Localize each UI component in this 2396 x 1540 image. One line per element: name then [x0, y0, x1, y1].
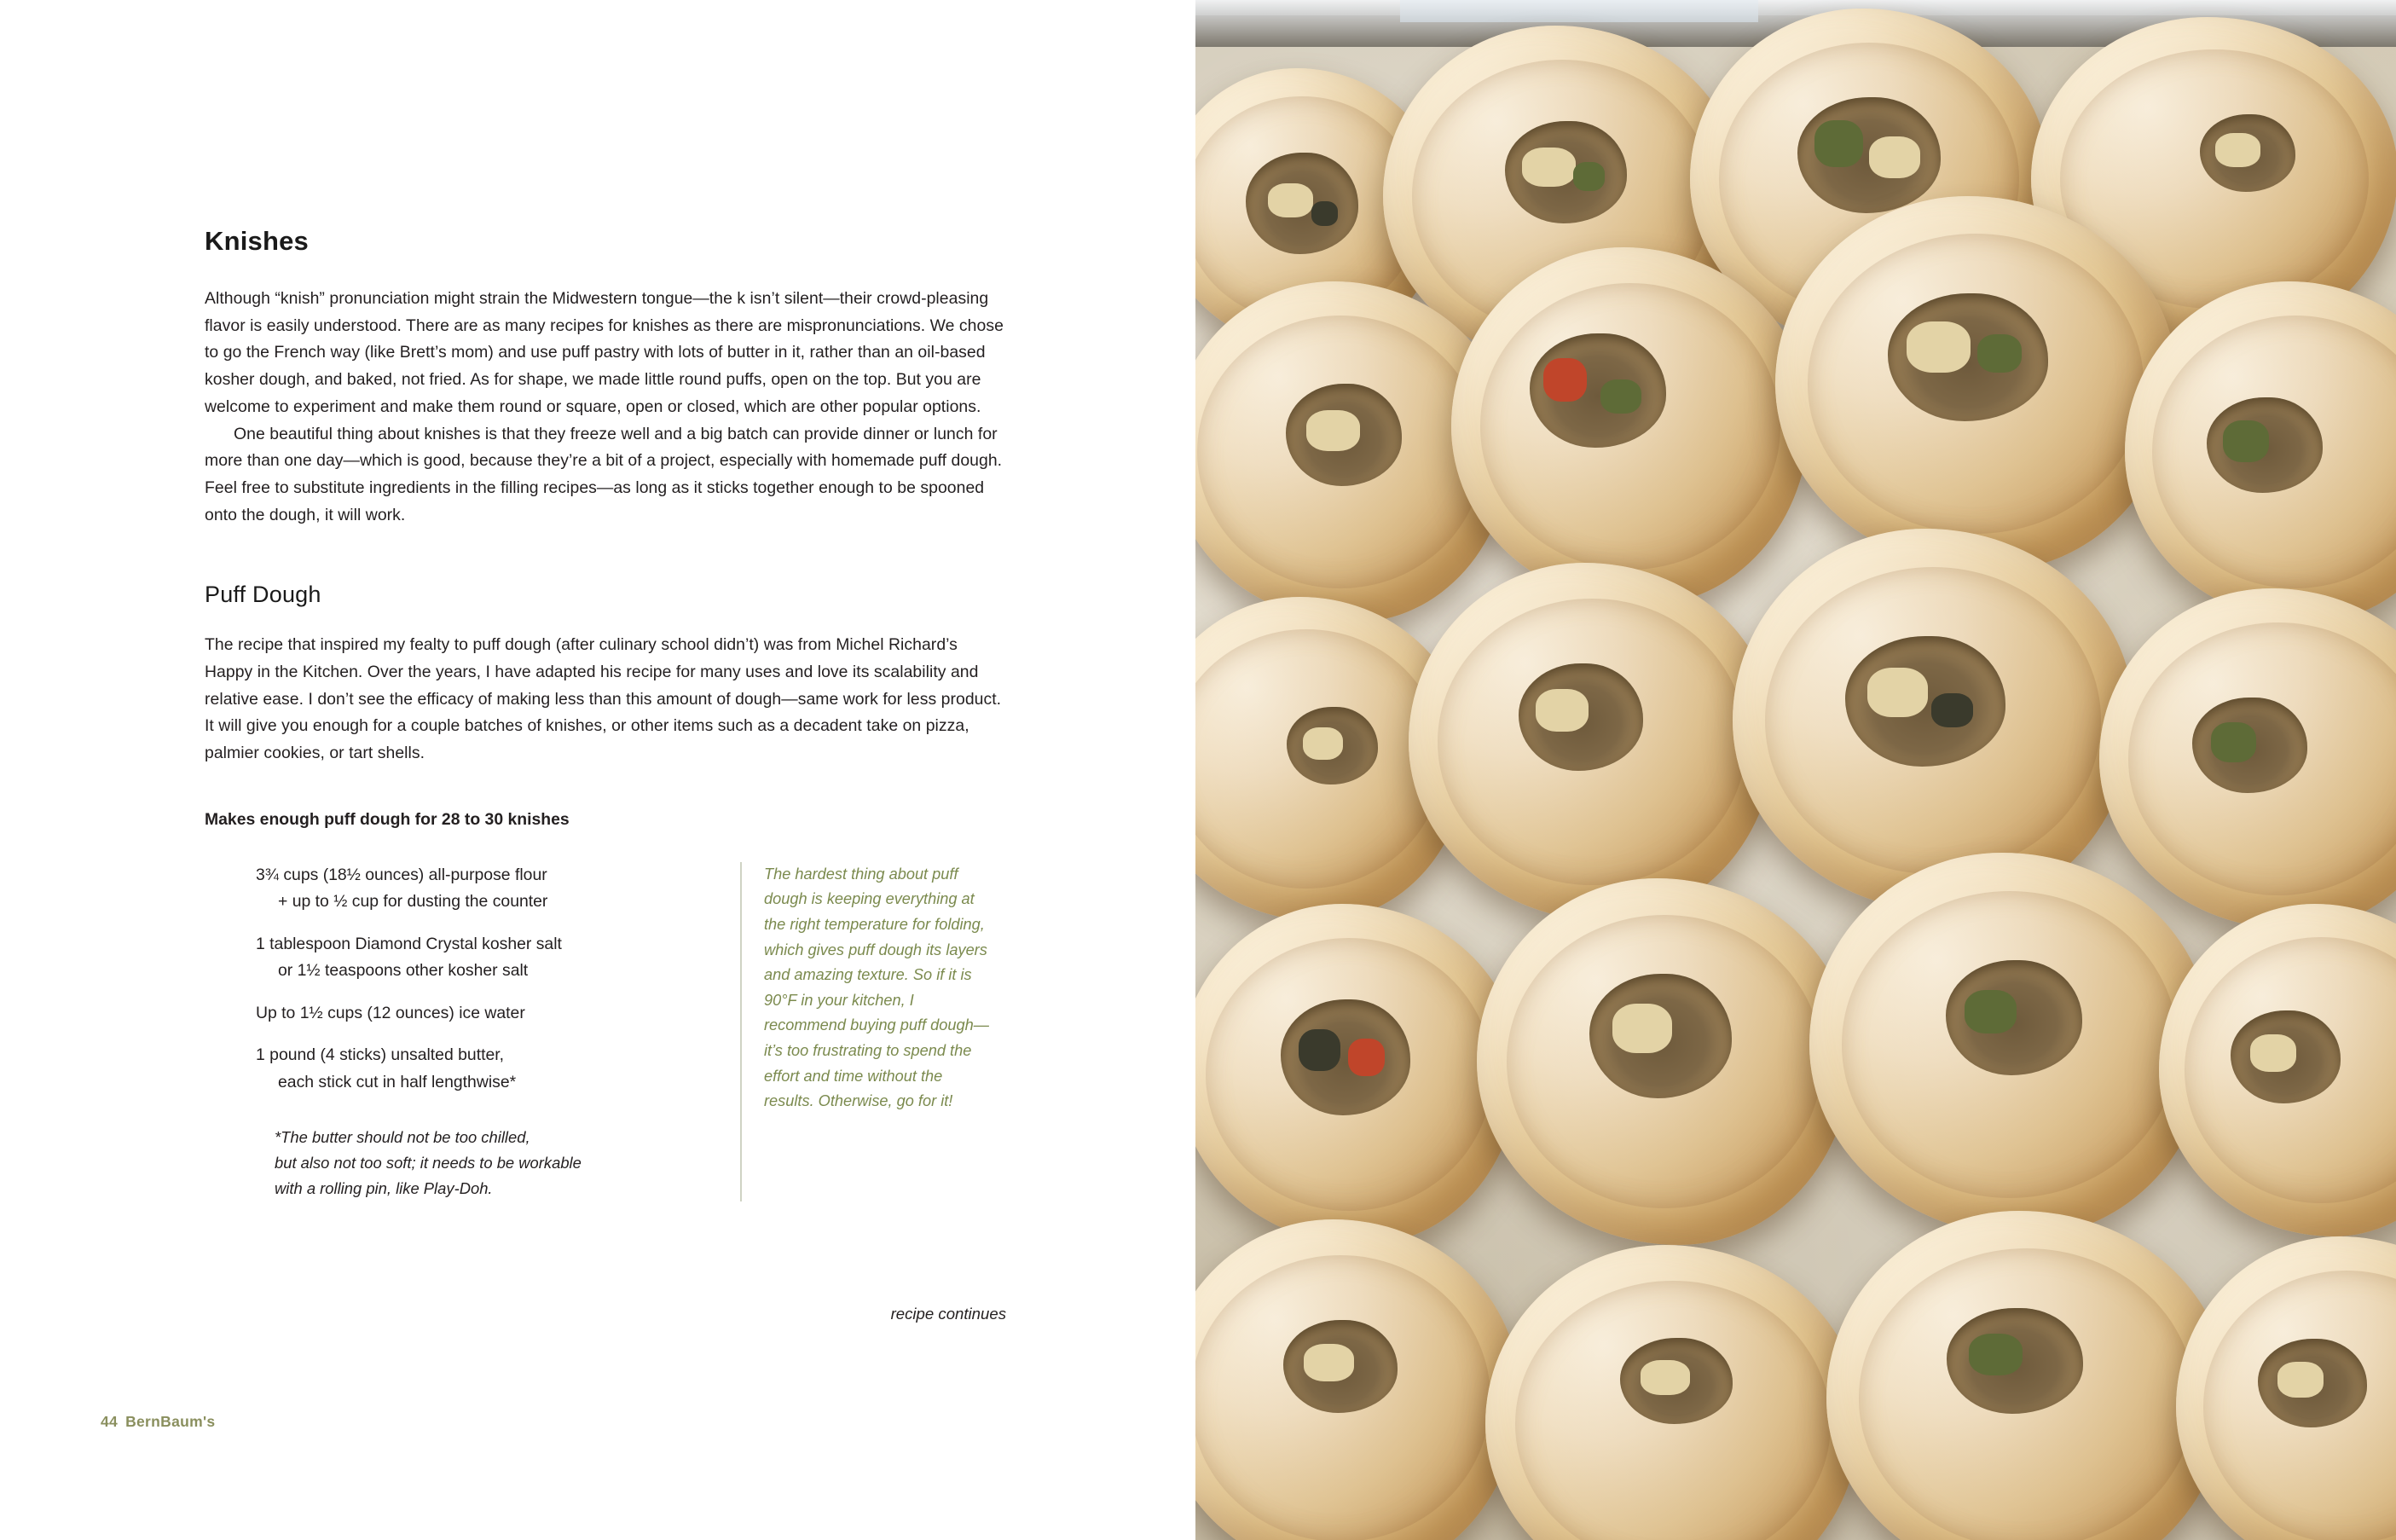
- filling-well: [1946, 960, 2082, 1075]
- ingredient-cont: each stick cut in half lengthwise*: [278, 1072, 517, 1091]
- filling-well: [1888, 293, 2048, 421]
- footnote-line-3: with a rolling pin, like Play-Doh.: [275, 1179, 493, 1198]
- filling-well: [1519, 663, 1643, 771]
- filling-bit: [1348, 1039, 1385, 1076]
- filling-bit: [1814, 120, 1863, 166]
- footnote-line-1: *The butter should not be too chilled,: [275, 1128, 530, 1147]
- ingredient-main: 1 pound (4 sticks) unsalted butter,: [256, 1045, 505, 1065]
- filling-bit: [1573, 162, 1605, 191]
- filling-well: [1283, 1320, 1398, 1413]
- filling-well: [1947, 1308, 2083, 1413]
- filling-bit: [1867, 668, 1928, 717]
- filling-well: [1286, 384, 1402, 486]
- filling-bit: [2250, 1034, 2296, 1072]
- filling-well: [1589, 974, 1732, 1098]
- filling-bit: [2211, 722, 2257, 762]
- list-item: [256, 931, 716, 985]
- knishes-photograph: [1195, 0, 2396, 1540]
- ingredient-main: 3¾ cups (18½ ounces) all-purpose flour: [256, 865, 547, 884]
- section-spacer: [205, 529, 1006, 582]
- section-paragraph: The recipe that inspired my fealty to puff dough (after culinary school didn’t) was from Michel Richard’s Happy in the Kitchen. Over the years, I have adapted his recipe for many uses and love its scalability and relative ease. I don’t see the efficacy of making less than this amount of dough—same work for less product. It will give you enough for a couple batches of knishes, or other items such as a decadent take on pizza, palmier cookies, or tart shells.: [205, 635, 1002, 763]
- filling-bit: [1303, 727, 1343, 760]
- filling-bit: [1304, 1344, 1354, 1381]
- filling-bit: [1931, 693, 1973, 727]
- knish: [1195, 904, 1519, 1245]
- list-item: [256, 862, 716, 916]
- filling-bit: [2223, 420, 2269, 462]
- filling-well: [1281, 999, 1410, 1115]
- recipe-continues-note: recipe continues: [890, 1305, 1006, 1323]
- ingredient-cont: or 1½ teaspoons other kosher salt: [278, 961, 529, 981]
- filling-well: [1797, 97, 1941, 213]
- folio-number: 44: [101, 1413, 119, 1430]
- list-item: [256, 1042, 716, 1096]
- section-title-puff-dough: Puff Dough: [205, 582, 321, 608]
- filling-well: [1530, 333, 1666, 448]
- sidenote-callout: [740, 862, 996, 1202]
- recipe-text-column: [205, 226, 1006, 1201]
- filling-bit: [1600, 379, 1641, 414]
- filling-bit: [1299, 1029, 1340, 1071]
- intro-paragraph-1: Although “knish” pronunciation might strain the Midwestern tongue—the k isn’t silent—their crowd-pleasing flavor is easily understood. There are as many recipes for knishes as there are mispronunciations. We chose to go the French way (like Brett’s mom) and use puff pastry with lots of butter in it, rather than an oil-based kosher dough, and baked, not fried. As for shape, we made little round puffs, open on the top. But you are welcome to experiment and make them round or square, open or closed, which are other popular options.: [205, 289, 1004, 416]
- list-item: [256, 1000, 716, 1028]
- filling-bit: [1641, 1360, 1690, 1394]
- footnote-line-2: but also not too soft; it needs to be workable: [275, 1154, 582, 1172]
- page-title: Knishes: [205, 226, 309, 256]
- intro-paragraph-2: One beautiful thing about knishes is that they freeze well and a big batch can provide dinner or lunch for more than one day—which is good, because they’re a bit of a project, especially with homemade puff dough. Feel free to substitute ingredients in the filling recipes—as long as it sticks together enough to be spooned onto the dough, it will work.: [205, 424, 1003, 524]
- filling-well: [1620, 1338, 1733, 1424]
- filling-bit: [1612, 1004, 1672, 1053]
- filling-bit: [1969, 1334, 2023, 1375]
- filling-well: [2200, 114, 2295, 192]
- ingredient-main: Up to 1½ cups (12 ounces) ice water: [256, 1003, 525, 1022]
- filling-well: [1287, 707, 1377, 784]
- filling-well: [2207, 397, 2323, 493]
- filling-bit: [2215, 133, 2261, 167]
- filling-bit: [1306, 410, 1360, 451]
- filling-well: [2258, 1339, 2367, 1427]
- ingredient-cont: + up to ½ cup for dusting the counter: [278, 892, 548, 912]
- background-glare: [1400, 0, 1758, 22]
- filling-bit: [1536, 689, 1588, 732]
- butter-footnote: [256, 1125, 716, 1201]
- filling-bit: [1543, 358, 1587, 402]
- folio-book-title: BernBaum's: [125, 1413, 216, 1430]
- filling-bit: [1522, 148, 1576, 187]
- filling-bit: [1311, 201, 1339, 226]
- ingredient-main: 1 tablespoon Diamond Crystal kosher salt: [256, 934, 562, 953]
- filling-bit: [1965, 990, 2017, 1033]
- ingredients-list: [205, 862, 716, 1202]
- left-page: [0, 0, 1195, 1540]
- filling-well: [2231, 1010, 2341, 1103]
- filling-well: [1246, 153, 1358, 254]
- filling-well: [1845, 636, 2005, 767]
- filling-well: [1505, 121, 1627, 223]
- yield-spacer: [205, 767, 1006, 807]
- right-page-photo: [1195, 0, 2396, 1540]
- page-folio: [101, 1413, 215, 1431]
- ingredients-and-sidenote: [205, 862, 1006, 1202]
- filling-bit: [1268, 183, 1313, 217]
- filling-bit: [1907, 321, 1971, 373]
- filling-well: [2192, 698, 2306, 793]
- sidenote-text: The hardest thing about puff dough is keeping everything at the right temperature for folding, which gives puff dough its layers and amazing texture. So if it is 90°F in your kitchen, I recommend buying puff dough—it’s too frustrating to spend the effort and time without the results. Otherwise, go for it!: [764, 865, 989, 1110]
- filling-bit: [2277, 1362, 2324, 1398]
- filling-bit: [1869, 136, 1920, 178]
- yield-line: Makes enough puff dough for 28 to 30 knishes: [205, 809, 570, 829]
- filling-bit: [1977, 334, 2023, 373]
